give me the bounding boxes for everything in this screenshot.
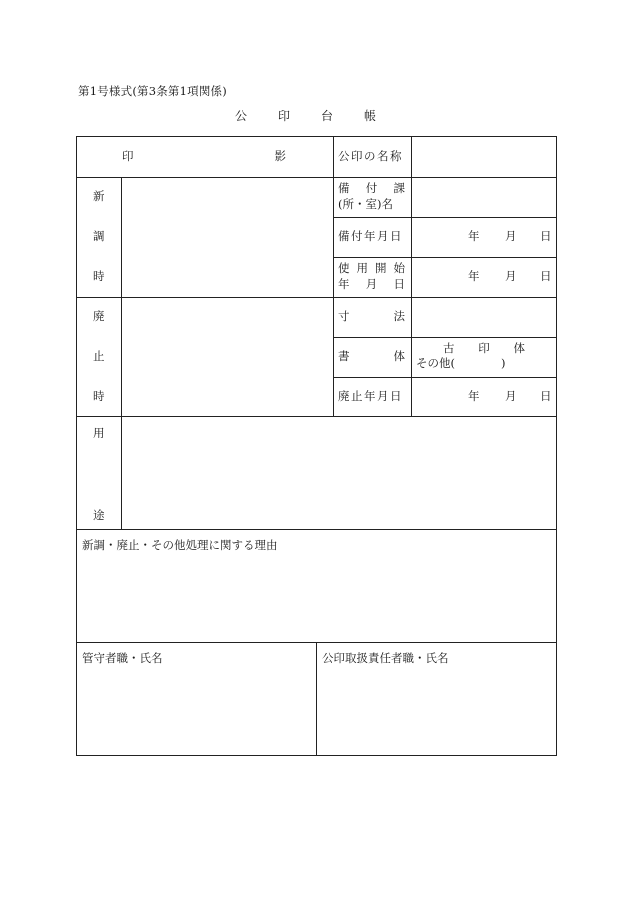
purpose-label-char: 途 [93, 508, 105, 522]
typeface-option-char: 印 [478, 341, 490, 355]
handler-field[interactable] [317, 670, 556, 755]
abolish-seal-impression-area[interactable] [122, 298, 333, 416]
abolish-label-char: 時 [93, 389, 105, 403]
row-line [333, 337, 557, 338]
date-unit-day: 日 [540, 269, 552, 283]
reason-field[interactable] [77, 556, 556, 642]
dept-label-char: 課 [393, 181, 405, 195]
typeface-label-char: 書 [338, 349, 350, 363]
custodian-label: 管守者職・氏名 [82, 651, 163, 665]
date-unit-month: 月 [505, 229, 517, 243]
row-line [333, 217, 557, 218]
typeface-option-line1 [443, 343, 525, 355]
title-char: 帳 [364, 109, 377, 123]
title-char: 公 [235, 109, 248, 123]
reason-label: 新調・廃止・その他処理に関する理由 [82, 538, 278, 552]
row-line [333, 257, 557, 258]
abolish-label-char: 止 [93, 349, 105, 363]
row-line [76, 177, 121, 178]
table-border-right [556, 136, 557, 756]
date-unit-month: 月 [505, 269, 517, 283]
date-unit-day: 日 [540, 229, 552, 243]
table-border-bottom [76, 755, 557, 756]
row-line [333, 377, 557, 378]
typeface-label [338, 351, 405, 363]
date-unit-year: 年 [468, 389, 480, 403]
date-unit-month: 月 [505, 389, 517, 403]
col-line [333, 136, 334, 416]
start-use-label-line2 [338, 279, 405, 291]
seal-name-value[interactable] [412, 137, 556, 177]
start-use-label-char: 年 [338, 277, 350, 291]
form-number: 第1号様式(第3条第1項関係) [78, 84, 227, 98]
date-unit-day: 日 [540, 389, 552, 403]
abolish-date-label: 廃止年月日 [338, 389, 403, 403]
handler-label: 公印取扱責任者職・氏名 [322, 651, 449, 665]
dept-label-char: 付 [365, 181, 378, 195]
size-label-char: 寸 [338, 309, 350, 323]
seal-impression-header [122, 151, 286, 163]
title-char: 印 [278, 109, 291, 123]
typeface-option-line2: その他( ) [416, 356, 506, 370]
page-title [235, 107, 376, 124]
custodian-field[interactable] [77, 670, 316, 755]
seal-impression-char: 印 [122, 149, 134, 163]
start-use-label-char: 月 [365, 277, 378, 291]
date-unit-year: 年 [468, 229, 480, 243]
start-use-label-char: 開 [375, 261, 387, 275]
seal-impression-char: 影 [274, 149, 286, 163]
start-use-label-line1 [338, 263, 405, 275]
typeface-option-char: 古 [443, 341, 455, 355]
dept-label-char: 備 [338, 181, 350, 195]
purpose-field[interactable] [122, 417, 556, 529]
row-line [76, 529, 557, 530]
abolish-label-char: 廃 [93, 309, 105, 323]
new-seal-impression-area[interactable] [122, 178, 333, 297]
new-label-char: 調 [93, 229, 105, 243]
seal-name-label: 公印の名称 [338, 149, 403, 163]
start-use-label-char: 使 [338, 261, 350, 275]
size-label-char: 法 [393, 309, 405, 323]
typeface-option-char: 体 [513, 341, 525, 355]
size-label [338, 311, 405, 323]
new-label-char: 新 [93, 189, 105, 203]
start-use-label-char: 用 [356, 261, 368, 275]
table-border-left [76, 136, 77, 756]
install-date-label: 備付年月日 [338, 229, 403, 243]
purpose-label-char: 用 [93, 426, 105, 440]
dept-label-line1 [338, 183, 405, 195]
size-value[interactable] [412, 298, 556, 337]
new-label-char: 時 [93, 269, 105, 283]
start-use-label-char: 始 [393, 261, 405, 275]
dept-label-line2: (所・室)名 [338, 197, 393, 211]
date-unit-year: 年 [468, 269, 480, 283]
start-use-label-char: 日 [393, 277, 405, 291]
dept-name-value[interactable] [412, 178, 556, 217]
typeface-label-char: 体 [393, 349, 405, 363]
title-char: 台 [321, 109, 334, 123]
